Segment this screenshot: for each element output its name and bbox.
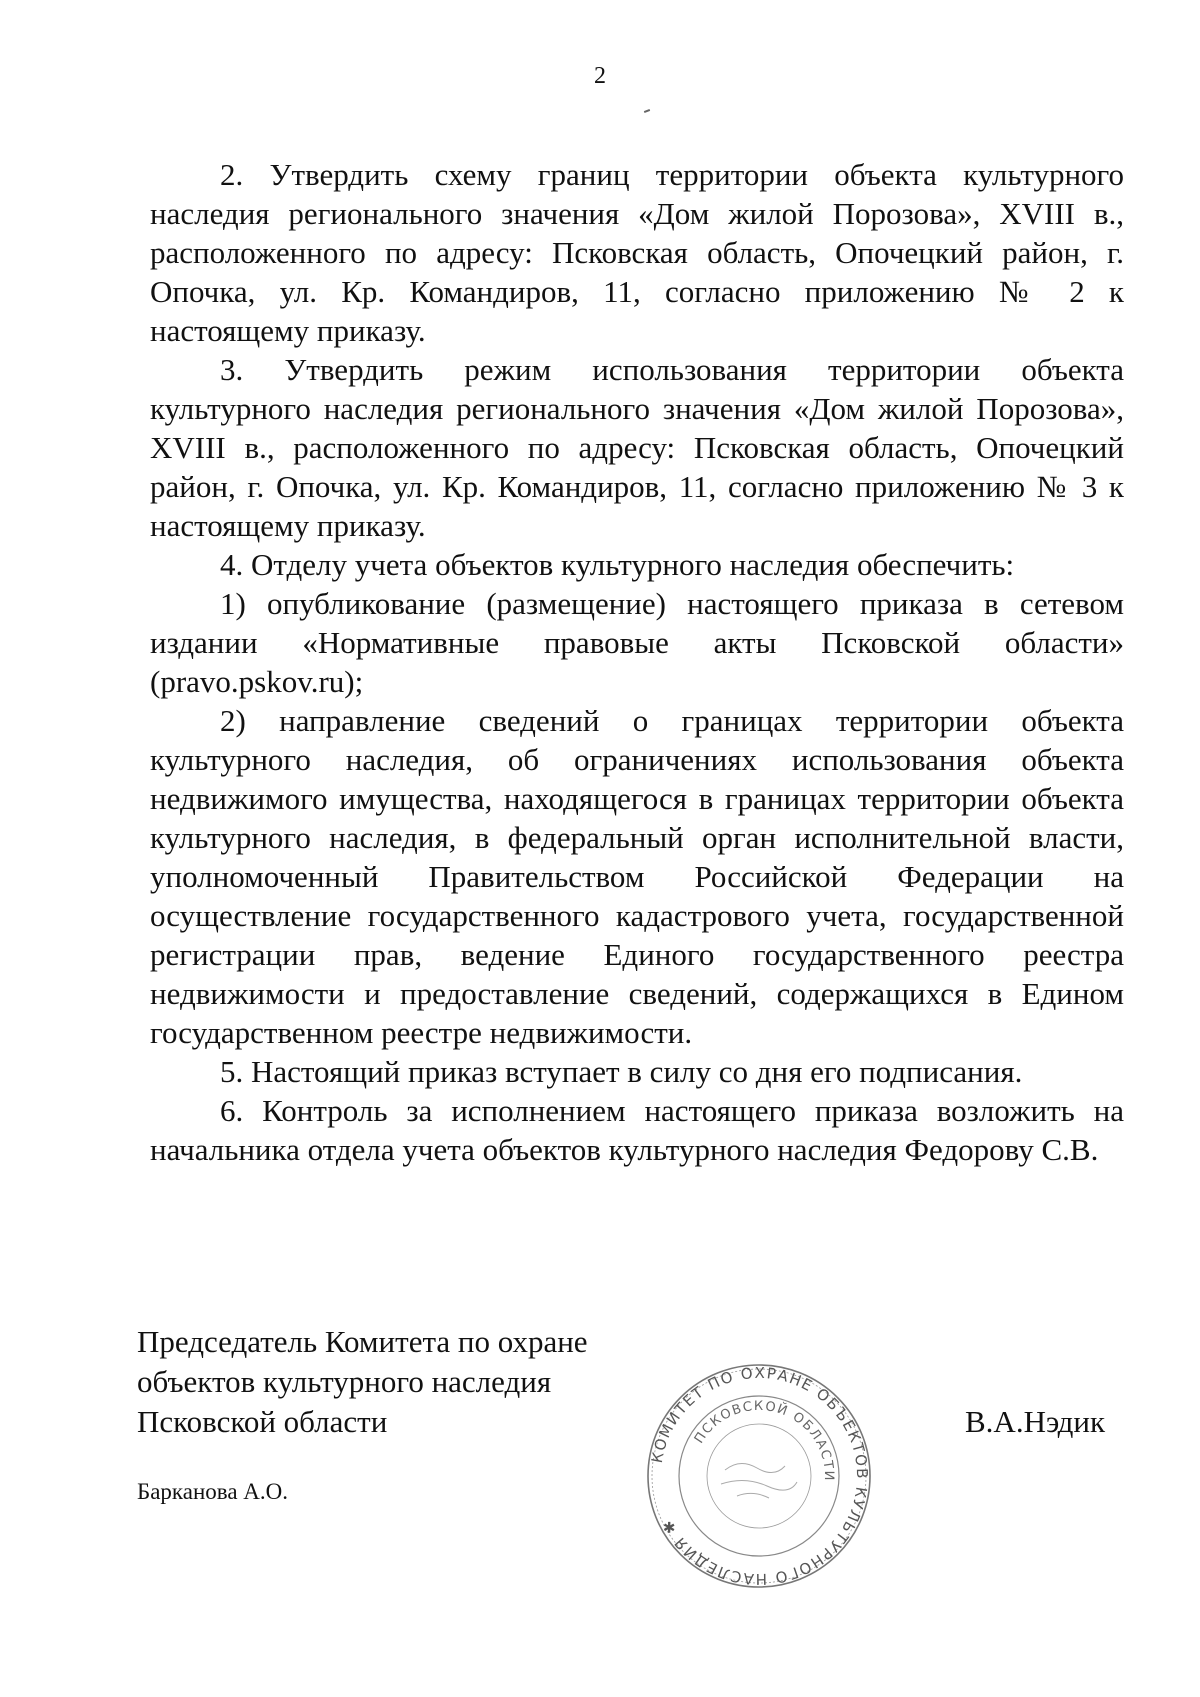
page-number: 2 (594, 63, 606, 89)
svg-text:КОМИТЕТ ПО ОХРАНЕ ОБЪЕКТОВ КУЛ: КОМИТЕТ ПО ОХРАНЕ ОБЪЕКТОВ КУЛЬТУРНОГО НАСЛЕДИЯ ✱ (647, 1363, 872, 1589)
official-seal (645, 1358, 873, 1594)
signature-position-line: Псковской области (137, 1404, 388, 1439)
paragraph-item-3: 3. Утвердить режим использования территории объекта культурного наследия регионального значения «Дом жилой Порозова», XVIII в., расположенного по адресу: Псковская область, Опочецкий район, г. Опочка, ул. Кр. Командиров, 11, согласно приложению № 3 к настоящему приказу. (150, 352, 1124, 543)
paragraph-subitem-1: 1) опубликование (размещение) настоящего приказа в сетевом издании «Нормативные правовые акты Псковской области» (pravo.pskov.ru); (150, 586, 1124, 699)
signer-name: В.А.Нэдик (965, 1404, 1106, 1439)
paragraph-item-2: 2. Утвердить схему границ территории объекта культурного наследия регионального значения «Дом жилой Порозова», XVIII в., расположенного по адресу: Псковская область, Опочецкий район, г. Опочка, ул. Кр. Командиров, 11, согласно приложению № 2 к настоящему приказу. (150, 157, 1124, 348)
paragraph-item-5: 5. Настоящий приказ вступает в силу со дня его подписания. (220, 1054, 1023, 1089)
executor-name: Барканова А.О. (137, 1479, 288, 1504)
document-body (150, 155, 1124, 1169)
signature-position-line: объектов культурного наследия (137, 1364, 552, 1399)
svg-text:ПСКОВСКОЙ ОБЛАСТИ: ПСКОВСКОЙ ОБЛАСТИ (691, 1398, 837, 1482)
paragraph-item-6: 6. Контроль за исполнением настоящего приказа возложить на начальника отдела учета объектов культурного наследия Федорову С.В. (150, 1093, 1124, 1167)
paragraph-item-4: 4. Отделу учета объектов культурного наследия обеспечить: (220, 547, 1015, 582)
page-mark (644, 109, 650, 113)
paragraph-subitem-2: 2) направление сведений о границах территории объекта культурного наследия, об ограничениях использования объекта недвижимого имущества, находящегося в границах территории объекта культурного наследия, в федеральный орган исполнительной власти, уполномоченный Правительством Российской Федерации на осуществление государственного кадастрового учета, государственной регистрации прав, ведение Единого государственного реестра недвижимости и предоставление сведений, содержащихся в Едином государственном реестре недвижимости. (150, 703, 1124, 1050)
signature-position-line: Председатель Комитета по охране (137, 1324, 588, 1359)
signature-position (137, 1322, 588, 1442)
